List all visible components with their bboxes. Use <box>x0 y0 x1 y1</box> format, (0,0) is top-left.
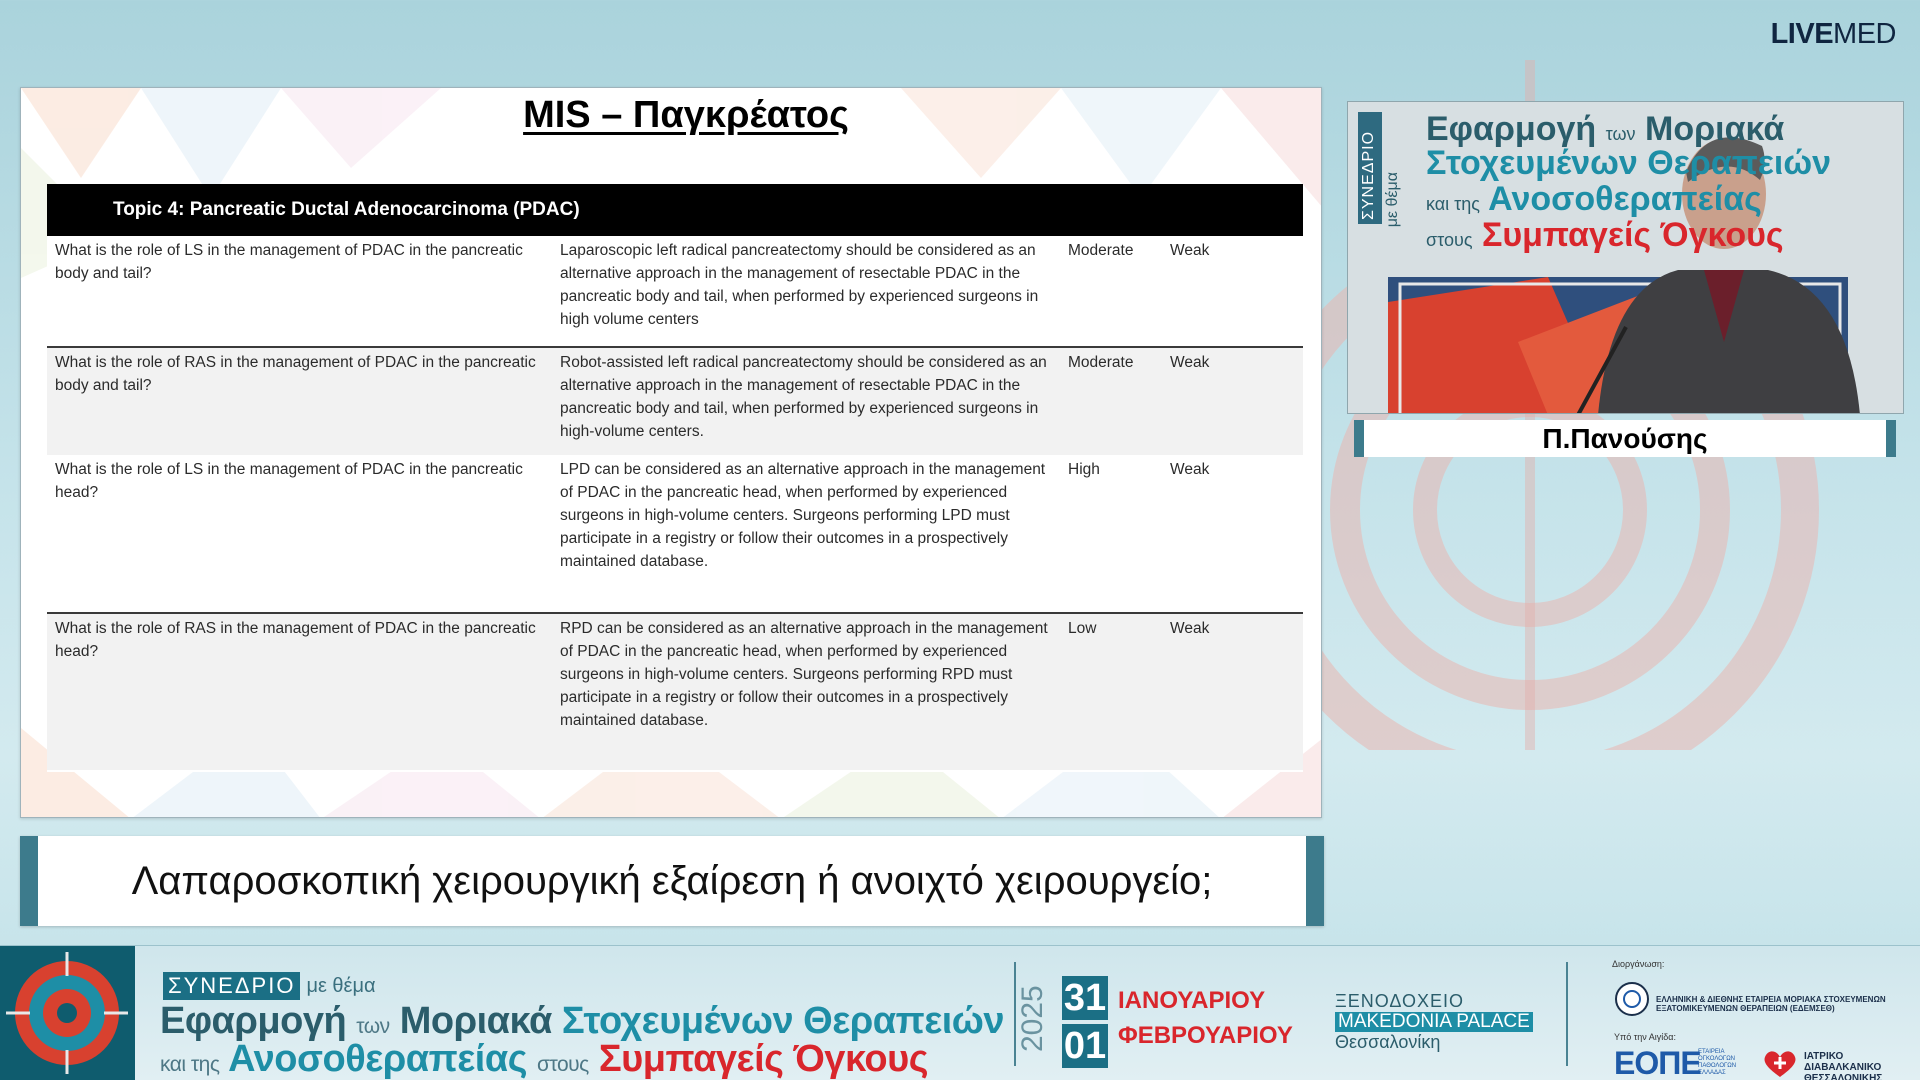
date-day1: 31 <box>1063 976 1107 1019</box>
heart-logo-icon <box>1762 1049 1798 1079</box>
conference-emblem-icon <box>0 946 135 1080</box>
question-cell: What is the role of LS in the management of PDAC in the pancreatic body and tail? <box>55 242 523 282</box>
conference-title-block <box>160 960 1005 1080</box>
eope-subtitle: ΕΤΑΙΡΕΙΑ ΟΓΚΟΛΟΓΩΝ ΠΑΘΟΛΟΓΩΝ ΕΛΛΑΔΑΣ <box>1698 1049 1737 1076</box>
slide-title: MIS – Παγκρέατος <box>523 94 849 136</box>
organizers-block <box>1612 959 1912 1080</box>
conference-year: 2025 <box>1016 985 1049 1053</box>
video-banner-line2: Στοχευμένων Θεραπειών <box>1426 144 1831 182</box>
table-row <box>47 346 1303 455</box>
eope-logo: ΕΟΠΕ <box>1614 1045 1701 1080</box>
video-banner-line1: Εφαρμογή των Μοριακά <box>1426 110 1785 148</box>
recommendation-cell: Robot-assisted left radical pancreatectomy should be considered as an alternative approach in the management of resectable PDAC in the pancreatic body and tail, when performed by experienced surgeons in high-volume centers. <box>560 354 1047 440</box>
recommendation-cell: Laparoscopic left radical pancreatectomy should be considered as an alternative approach in the management of resectable PDAC in the pancreatic body and tail, when performed by experienced surgeons in high volume centers <box>560 242 1039 328</box>
speaker-video <box>1347 101 1904 414</box>
footer-divider <box>1566 962 1568 1066</box>
conference-venue: ΞΕΝΟΔΟΧΕΙΟ MAKEDONIA PALACE Θεσσαλονίκη <box>1335 991 1533 1052</box>
conference-title-line1: Εφαρμογή των Μοριακά Στοχευμένων Θεραπειών <box>160 1000 1005 1042</box>
strength-cell: Weak <box>1170 461 1210 478</box>
conference-footer-banner <box>0 945 1920 1080</box>
conference-syn-label: ΣΥΝΕΔΡΙΟ με θέμα <box>163 972 376 1000</box>
video-me-thema: με θέμα <box>1384 172 1401 228</box>
table-topic-header: Topic 4: Pancreatic Ductal Adenocarcinoma (PDAC) <box>47 184 1303 236</box>
iatriko-logo-text: ΙΑΤΡΙΚΟ ΔΙΑΒΑΛΚΑΝΙΚΟ ΘΕΣΣΑΛΟΝΙΚΗΣ <box>1804 1051 1883 1080</box>
question-cell: What is the role of RAS in the management of PDAC in the pancreatic head? <box>55 620 536 660</box>
evidence-cell: Moderate <box>1068 354 1134 371</box>
conference-title-line2: και της Ανοσοθεραπείας στους Συμπαγείς Όγκους <box>160 1038 928 1080</box>
aegis-label: Υπό την Αιγίδα: <box>1614 1032 1676 1042</box>
guidelines-table <box>47 184 1303 772</box>
subtitle-caption: Λαπαροσκοπική χειρουργική εξαίρεση ή ανοιχτό χειρουργείο; <box>20 836 1324 926</box>
society-seal-icon <box>1614 981 1650 1017</box>
speaker-name-bar: Π.Πανούσης <box>1354 420 1896 457</box>
evidence-cell: Moderate <box>1068 242 1134 259</box>
table-row <box>47 455 1303 612</box>
table-row <box>47 612 1303 770</box>
strength-cell: Weak <box>1170 354 1210 371</box>
strength-cell: Weak <box>1170 620 1210 637</box>
video-banner-line4: στους Συμπαγείς Όγκους <box>1426 216 1784 254</box>
conference-dates <box>1062 976 1110 1068</box>
recommendation-cell: LPD can be considered as an alternative approach in the management of PDAC in the pancreatic head, when performed by experienced surgeons in high-volume centers. Surgeons performing LPD must participate in a registry or follow their outcomes in a prospectively maintained database. <box>560 461 1046 570</box>
question-cell: What is the role of LS in the management of PDAC in the pancreatic head? <box>55 461 523 501</box>
video-syn-label: ΣΥΝΕΔΡΙΟ <box>1360 130 1377 220</box>
livemed-logo: LIVEMED <box>1770 18 1896 50</box>
organizer-name: ΕΛΛΗΝΙΚΗ & ΔΙΕΘΝΗΣ ΕΤΑΙΡΕΙΑ ΜΟΡΙΑΚΑ ΣΤΟΧΕΥΜΕΝΩΝ ΕΞΑΤΟΜΙΚΕΥΜΕΝΩΝ ΘΕΡΑΠΕΙΩΝ (ΕΔΕΜΣΕΘ) <box>1656 995 1886 1013</box>
question-cell: What is the role of RAS in the management of PDAC in the pancreatic body and tail? <box>55 354 536 394</box>
conference-months: ΙΑΝΟΥΑΡΙΟΥ ΦΕΒΡΟΥΑΡΙΟΥ <box>1118 987 1293 1049</box>
table-row <box>47 236 1303 346</box>
date-day2: 01 <box>1063 1024 1107 1067</box>
evidence-cell: Low <box>1068 620 1097 637</box>
recommendation-cell: RPD can be considered as an alternative approach in the management of PDAC in the pancreatic head, when performed by experienced surgeons in high-volume centers. Surgeons performing RPD must participate in a registry or follow their outcomes in a prospectively maintained database. <box>560 620 1048 729</box>
organizer-label: Διοργάνωση: <box>1612 959 1665 969</box>
presentation-slide <box>20 87 1322 818</box>
evidence-cell: High <box>1068 461 1100 478</box>
strength-cell: Weak <box>1170 242 1210 259</box>
video-banner-line3: και της Ανοσοθεραπείας <box>1426 180 1762 218</box>
